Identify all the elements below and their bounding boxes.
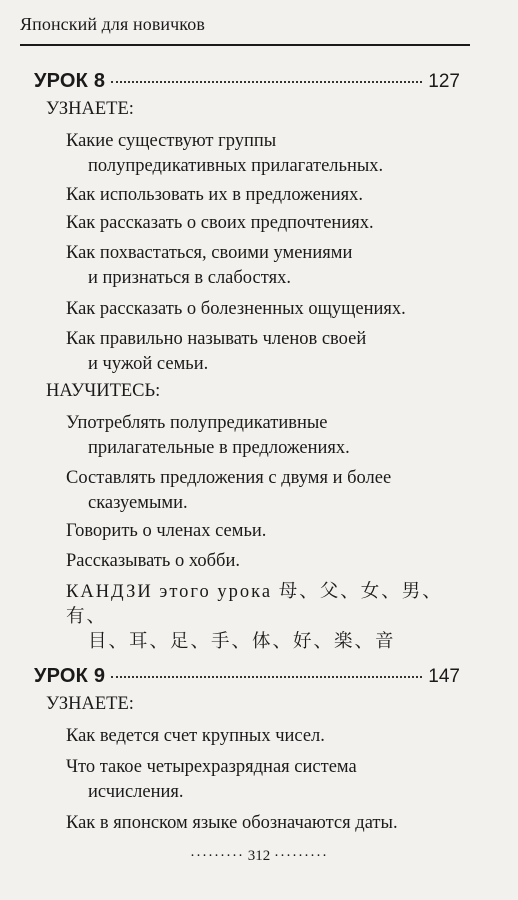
list-item: Говорить о членах семьи. (66, 521, 267, 541)
lesson-title: УРОК 9 (34, 665, 106, 687)
list-item: Как правильно называть членов своей и чужой семьи. (66, 329, 367, 374)
lesson-title: УРОК 8 (34, 70, 106, 92)
dot-leader (111, 81, 422, 83)
running-header: Японский для новичков (20, 14, 205, 34)
list-item: Как рассказать о своих предпочтениях. (66, 213, 374, 233)
lesson-page-number: 127 (428, 71, 460, 92)
page-number: 312 (247, 848, 271, 864)
list-item: Составлять предложения с двумя и более сказуемыми. (66, 468, 392, 513)
list-item: Как ведется счет крупных чисел. (66, 726, 325, 746)
toc-entry-lesson-9 (34, 665, 460, 688)
learn-heading: УЗНАЕТЕ: (46, 694, 134, 714)
header-rule (20, 44, 470, 46)
list-item: Рассказывать о хобби. (66, 551, 240, 571)
list-item: Что такое четырехразрядная система исчисления. (66, 757, 357, 802)
list-item: Как похвастаться, своими умениями и признаться в слабостях. (66, 243, 353, 288)
dot-leader (111, 676, 422, 678)
list-item: Как использовать их в предложениях. (66, 185, 364, 205)
learn-heading: УЗНАЕТЕ: (46, 99, 134, 119)
list-item: Употреблять полупредикативные прилагательные в предложениях. (66, 413, 350, 458)
skills-heading: НАУЧИТЕСЬ: (46, 381, 161, 401)
list-item-kanji: КАНДЗИ этого урока 母、父、女、男、有、 目、耳、足、手、体、好、楽、音 (66, 582, 443, 652)
footer-dots-left: ········· (190, 848, 244, 864)
lesson-page-number: 147 (428, 666, 460, 687)
list-item: Как в японском языке обозначаются даты. (66, 813, 398, 833)
toc-entry-lesson-8 (34, 70, 460, 93)
page-footer (0, 848, 518, 865)
list-item: Какие существуют группы полупредикативных прилагательных. (66, 131, 384, 176)
list-item: Как рассказать о болезненных ощущениях. (66, 299, 406, 319)
footer-dots-right: ········· (274, 848, 328, 864)
